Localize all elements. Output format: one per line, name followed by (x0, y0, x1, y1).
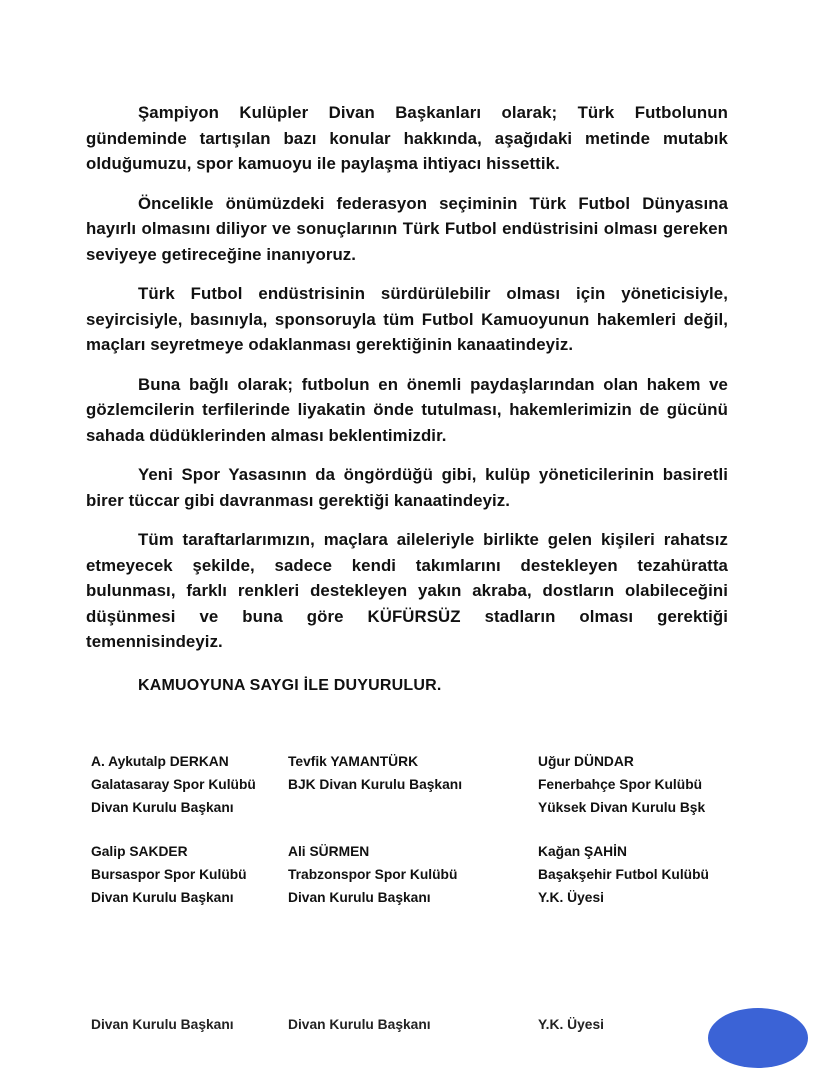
signatory-derkan (91, 750, 256, 819)
signatory-name: Tevfik YAMANTÜRK (288, 754, 419, 769)
paragraph-4: Buna bağlı olarak; futbolun en önemli paydaşlarından olan hakem ve gözlemcilerin terfilerinde liyakatin önde tutulması, hakemlerimizin de gücünü sahada düdüklerinden alması beklentimizdir. (86, 374, 728, 445)
signatory-club: Trabzonspor Spor Kulübü (288, 867, 458, 882)
signatory-sakder (91, 840, 247, 909)
signatory-dundar (538, 750, 705, 819)
cut-off-signatory-row (91, 1013, 731, 1033)
statement-body (86, 100, 728, 669)
signatory-club: Bursaspor Spor Kulübü (91, 867, 247, 882)
signatory-surmen (288, 840, 457, 909)
signatory-title: Divan Kurulu Başkanı (91, 890, 234, 905)
signatory-club: Başakşehir Futbol Kulübü (538, 867, 709, 882)
signatory-name: Ali SÜRMEN (288, 844, 370, 859)
signatories (91, 750, 731, 930)
cut-off-title: Divan Kurulu Başkanı (288, 1017, 431, 1032)
signatory-title: Y.K. Üyesi (538, 890, 604, 905)
signatory-sahin (538, 840, 709, 909)
paragraph-6: Tüm taraftarlarımızın, maçlara aileleriyle birlikte gelen kişileri rahatsız etmeyecek şekilde, sadece kendi takımlarını destekleyen tezahüratta bulunması, farklı renkleri destekleyen yakın akraba, dostların olabileceğini düşünmesi ve buna göre KÜFÜRSÜZ stadların olması gerektiği temennisindeyiz. (86, 530, 728, 651)
signatory-name: A. Aykutalp DERKAN (91, 754, 229, 769)
signatory-row (91, 750, 731, 840)
closing-statement: KAMUOYUNA SAYGI İLE DUYURULUR. (138, 677, 442, 694)
signatory-club: BJK Divan Kurulu Başkanı (288, 777, 463, 792)
paragraph-3: Türk Futbol endüstrisinin sürdürülebilir olması için yöneticisiyle, seyircisiyle, basınıyla, sponsoruyla tüm Futbol Kamuoyunun hakemleri değil, maçları seyretmeye odaklanması gerektiğinin kanaatindeyiz. (86, 284, 728, 354)
signatory-club: Fenerbahçe Spor Kulübü (538, 777, 703, 792)
cut-off-title: Y.K. Üyesi (538, 1017, 604, 1032)
signatory-row (91, 840, 731, 930)
signatory-name: Uğur DÜNDAR (538, 754, 634, 769)
cut-off-title: Divan Kurulu Başkanı (91, 1017, 234, 1032)
signatory-club: Galatasaray Spor Kulübü (91, 777, 256, 792)
signatory-name: Galip SAKDER (91, 844, 188, 859)
signatory-title: Yüksek Divan Kurulu Bşk (538, 800, 706, 815)
signatory-yamanturk (288, 750, 462, 796)
signatory-name: Kağan ŞAHİN (538, 844, 627, 859)
paragraph-1: Şampiyon Kulüpler Divan Başkanları olarak; Türk Futbolunun gündeminde tartışılan bazı konular hakkında, aşağıdaki metinde mutabık olduğumuzu, spor kamuoyu ile paylaşma ihtiyacı hissettik. (86, 103, 728, 173)
paragraph-2: Öncelikle önümüzdeki federasyon seçiminin Türk Futbol Dünyasına hayırlı olmasını diliyor ve sonuçlarının Türk Futbol endüstrisini olması gereken seviyeye getireceğine inanıyoruz. (86, 193, 728, 264)
blue-circle-icon[interactable] (708, 1008, 808, 1068)
signatory-title: Divan Kurulu Başkanı (288, 890, 431, 905)
paragraph-5: Yeni Spor Yasasının da öngördüğü gibi, kulüp yöneticilerinin basiretli birer tüccar gibi davranması gerektiği kanaatindeyiz. (86, 465, 728, 510)
signatory-title: Divan Kurulu Başkanı (91, 800, 234, 815)
